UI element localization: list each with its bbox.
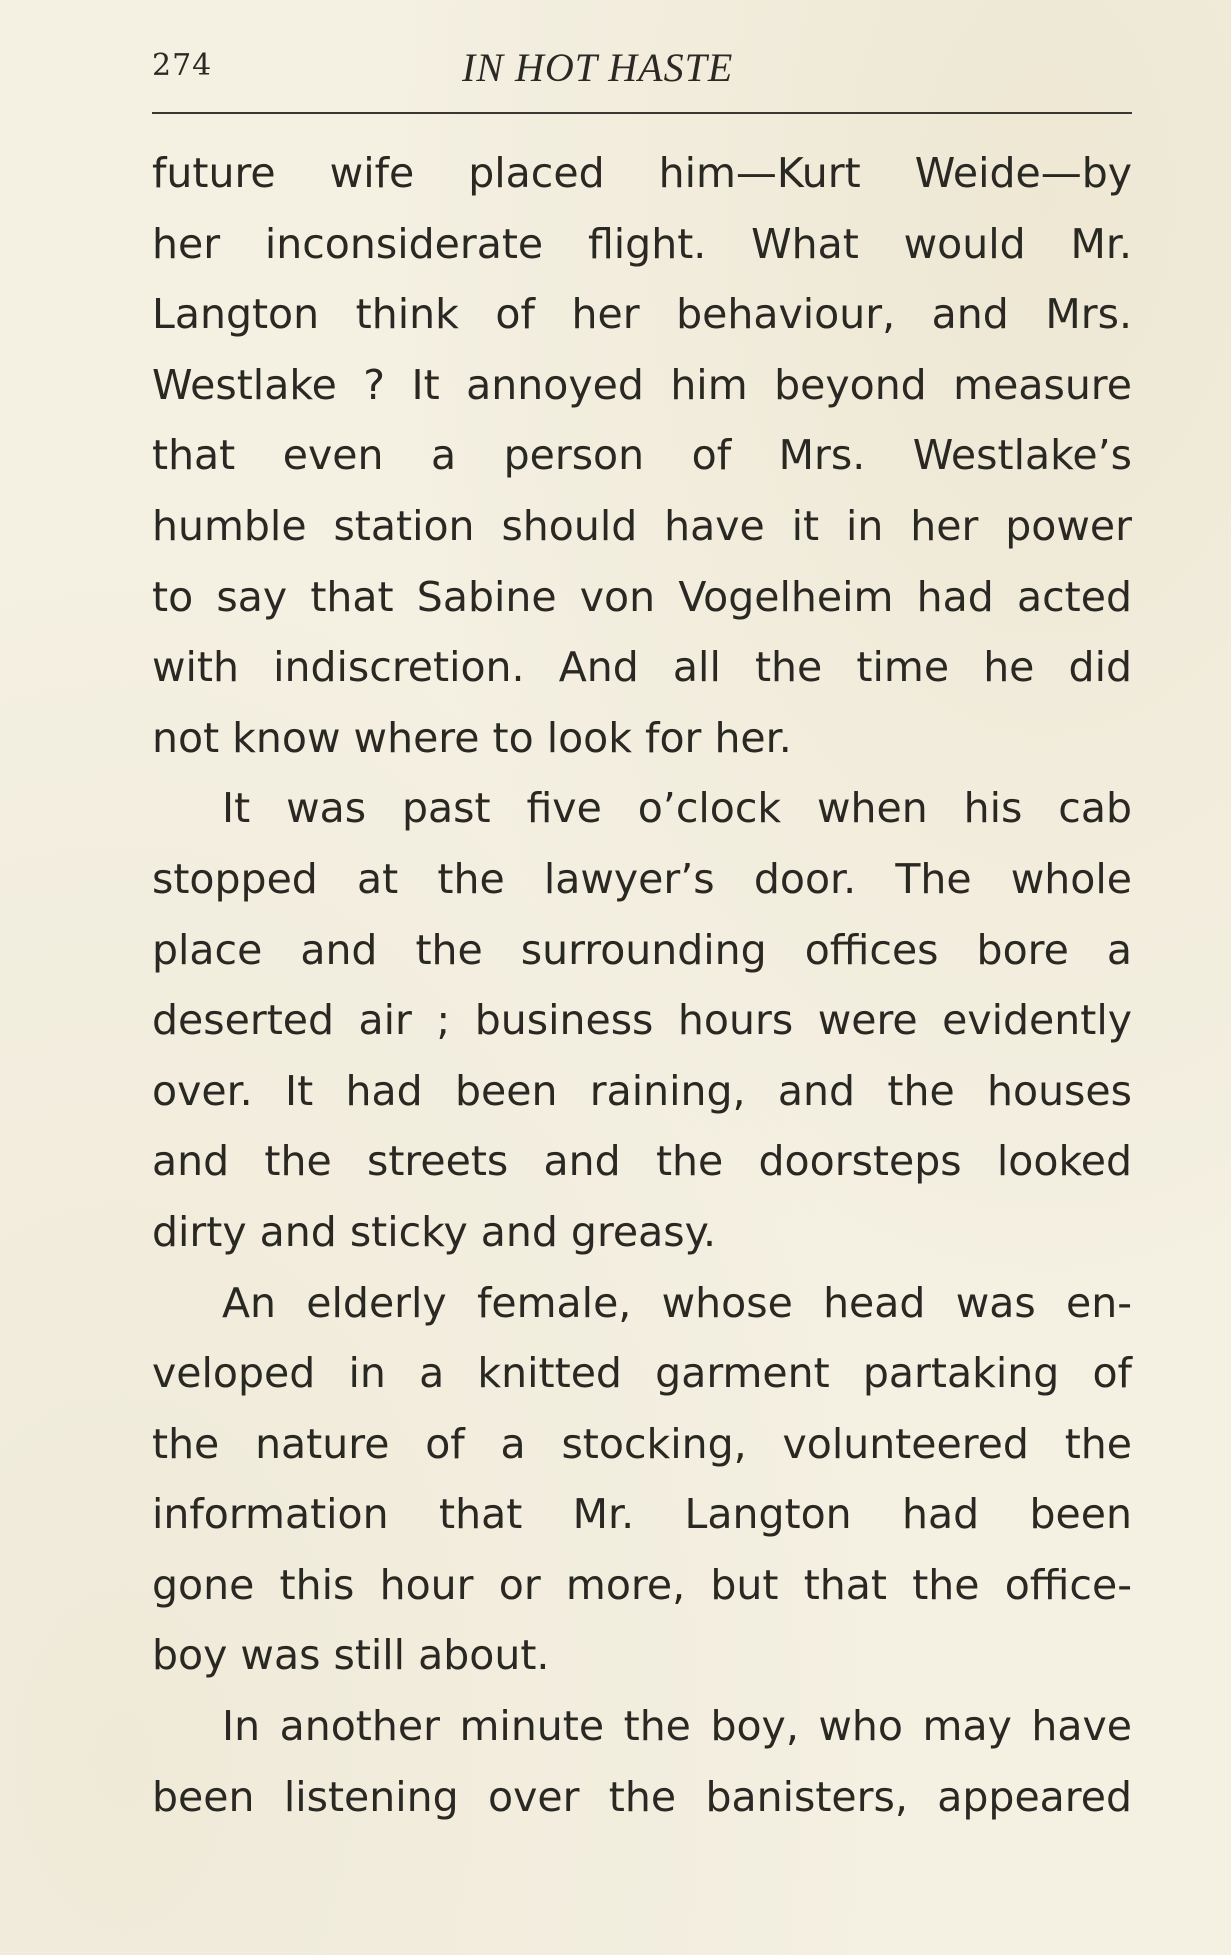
text-line: Westlake ? It annoyed him beyond measure [152, 360, 1132, 409]
text-line: that even a person of Mrs. Westlake’s [152, 431, 1132, 480]
paragraph-first-line: An elderly female, whose head was en- [222, 1278, 1132, 1327]
text-line: boy was still about. [152, 1631, 550, 1680]
text-line: stopped at the lawyer’s door. The whole [152, 854, 1132, 903]
text-line: deserted air ; business hours were evidently [152, 996, 1132, 1045]
body-text [152, 138, 1132, 1832]
text-line: gone this hour or more, but that the office- [152, 1560, 1132, 1609]
text-line: information that Mr. Langton had been [152, 1490, 1132, 1539]
text-line: been listening over the banisters, appeared [152, 1772, 1132, 1821]
text-line: and the streets and the doorsteps looked [152, 1137, 1132, 1186]
text-line: place and the surrounding offices bore a [152, 925, 1132, 974]
text-line: with indiscretion. And all the time he did [152, 643, 1132, 692]
text-line: not know where to look for her. [152, 713, 792, 762]
text-line: to say that Sabine von Vogelheim had acted [152, 572, 1132, 621]
paragraph-first-line: In another minute the boy, who may have [222, 1702, 1132, 1751]
text-line: the nature of a stocking, volunteered the [152, 1419, 1132, 1468]
text-line: her inconsiderate flight. What would Mr. [152, 219, 1132, 268]
text-line: future wife placed him—Kurt Weide—by [152, 149, 1132, 197]
page-header [152, 42, 1132, 92]
text-line: humble station should have it in her power [152, 501, 1132, 550]
paragraph-first-line: It was past five o’clock when his cab [222, 784, 1132, 833]
text-line: dirty and sticky and greasy. [152, 1207, 717, 1256]
running-title: IN HOT HASTE [462, 45, 734, 90]
text-line: veloped in a knitted garment partaking of [152, 1349, 1132, 1398]
page-number: 274 [152, 48, 213, 83]
text-line: over. It had been raining, and the houses [152, 1066, 1132, 1115]
header-rule [152, 112, 1132, 114]
text-line: Langton think of her behaviour, and Mrs. [152, 290, 1132, 339]
